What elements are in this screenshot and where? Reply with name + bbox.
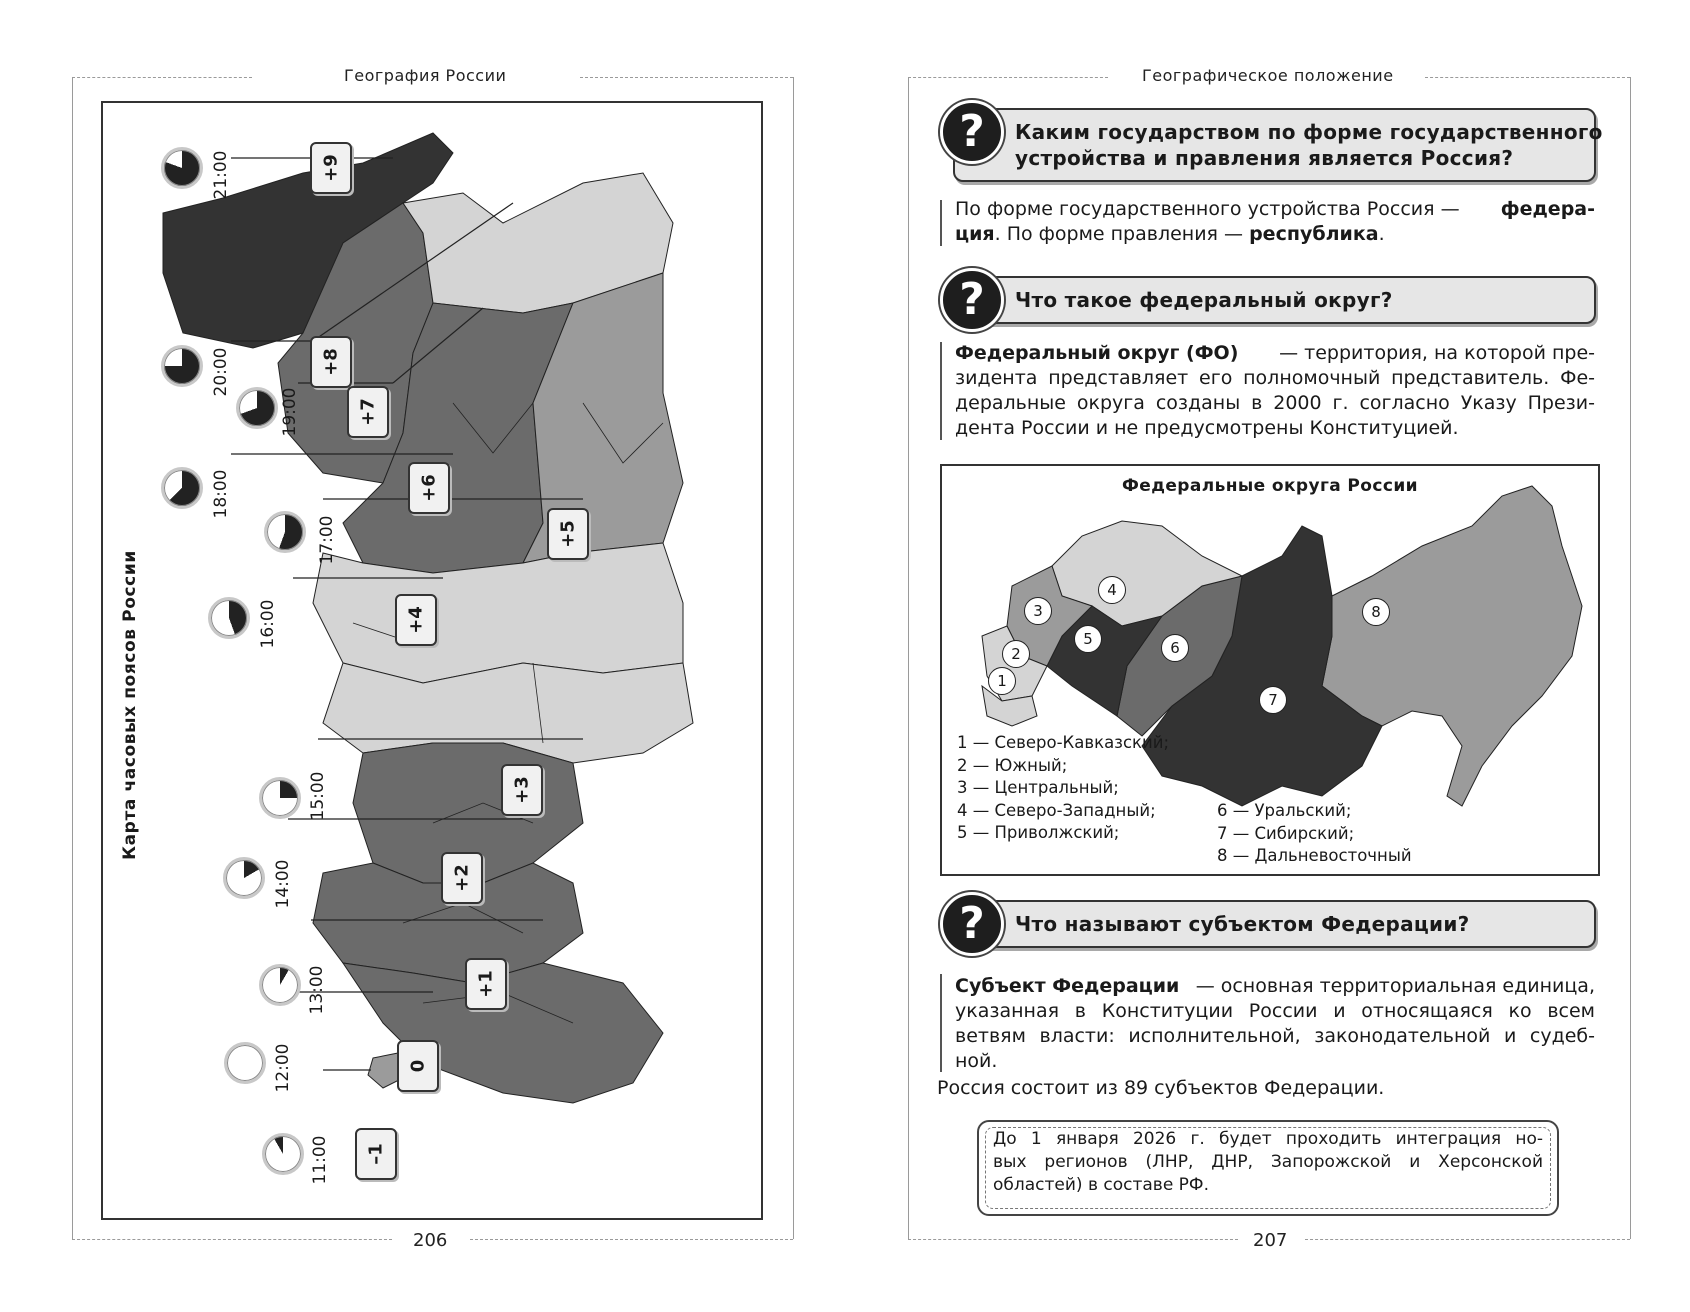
frame-left: [72, 77, 73, 1239]
question-3: Что называют субъектом Федерации?: [1015, 912, 1470, 936]
tz-offset-badge: [547, 508, 589, 560]
bottom-rule-left: [72, 1239, 392, 1240]
tz-time: 12:00: [273, 1043, 293, 1093]
tz-time: 18:00: [211, 469, 231, 519]
tz-offset-label: +4: [405, 606, 427, 634]
tz-offset-label: +9: [320, 154, 342, 182]
fo-marker-3: 3: [1024, 597, 1052, 625]
page-number-right: 207: [1253, 1230, 1288, 1251]
fo-marker-7: 7: [1259, 686, 1287, 714]
tz-time: 19:00: [280, 387, 300, 437]
tz-offset-badge: [441, 852, 483, 904]
answer-3-line3: ветвям власти: исполнительной, законодательной и судеб-: [955, 1025, 1595, 1047]
answer-1-text-3: .: [1378, 223, 1385, 245]
tz-offset-badge: [395, 594, 437, 646]
fo-marker-8: 8: [1362, 598, 1390, 626]
top-rule-left: [908, 77, 1108, 78]
bottom-rule-left: [908, 1239, 1238, 1240]
frame-left: [908, 77, 909, 1239]
fo-marker-2: 2: [1002, 640, 1030, 668]
answer-2: [955, 341, 1595, 441]
tz-offset-label: +5: [557, 520, 579, 548]
answer-2-line1: [955, 341, 1595, 366]
legend-item: 5 — Приволжский;: [957, 823, 1120, 843]
legend-item: 3 — Центральный;: [957, 778, 1119, 798]
note-line2: вых регионов (ЛНР, ДНР, Запорожской и Херсонской: [993, 1152, 1543, 1172]
question-mark-icon: ?: [940, 100, 1004, 164]
running-head: География России: [344, 66, 507, 85]
note-box: [977, 1120, 1559, 1216]
answer-1-line1: [955, 197, 1595, 222]
clock-icon: [262, 1133, 304, 1175]
tz-offset-badge: [310, 142, 352, 194]
tz-offset-badge: [408, 462, 450, 514]
tz-time: 15:00: [308, 771, 328, 821]
bottom-rule-right: [1305, 1239, 1630, 1240]
frame-right: [793, 77, 794, 1239]
frame-right: [1630, 77, 1631, 1239]
tz-offset-label: +1: [475, 970, 497, 998]
note-text: [993, 1128, 1543, 1197]
tz-offset-badge: [397, 1040, 439, 1092]
clock-icon: [208, 597, 250, 639]
answer-3: [955, 974, 1595, 1074]
fo-marker-1: 1: [988, 667, 1016, 695]
fo-marker-4: 4: [1098, 576, 1126, 604]
legend-item: 4 — Северо-Западный;: [957, 800, 1156, 820]
legend-item: 2 — Южный;: [957, 755, 1068, 775]
note-line3: областей) в составе РФ.: [993, 1175, 1209, 1195]
question-2: Что такое федеральный округ?: [1015, 288, 1393, 312]
question-1-line2: устройства и правления является Россия?: [1015, 146, 1514, 170]
answer-3-term: Субъект Федерации: [955, 975, 1180, 997]
answer-1-bar: [940, 200, 942, 246]
answer-1-line2: [955, 222, 1595, 247]
subjects-count: Россия состоит из 89 субъектов Федерации.: [937, 1077, 1385, 1099]
answer-1-text: По форме государственного устройства Россия —: [955, 198, 1466, 220]
tz-offset-badge: [347, 386, 389, 438]
clock-icon: [224, 1042, 266, 1084]
tz-offset-badge: [501, 764, 543, 816]
running-head-right: Географическое положение: [1142, 66, 1394, 85]
bottom-rule-right: [470, 1239, 793, 1240]
answer-3-bar: [940, 974, 942, 1072]
fo-map-title: Федеральные округа России: [1122, 476, 1418, 496]
legend-item: 1 — Северо-Кавказский;: [957, 733, 1170, 752]
clock-icon: [259, 777, 301, 819]
answer-2-line3: деральные округа созданы в 2000 г. согласно Указу Прези-: [955, 392, 1595, 414]
answer-1-bold: федера-: [1500, 198, 1595, 220]
clock-icon: [223, 857, 265, 899]
tz-time: 20:00: [211, 347, 231, 397]
clock-icon: [264, 511, 306, 553]
answer-3-line2: указанная в Конституции России и относящаяся ко всем: [955, 1000, 1595, 1022]
top-rule-right: [580, 77, 793, 78]
fo-legend-right: [1217, 800, 1412, 868]
tz-offset-badge: [465, 958, 507, 1010]
clock-icon: [161, 345, 203, 387]
legend-item: 8 — Дальневосточный: [1217, 846, 1412, 866]
answer-1-bold-3: республика: [1249, 223, 1379, 245]
tz-time: 21:00: [211, 150, 231, 200]
clock-icon: [236, 387, 278, 429]
federal-districts-map: [940, 464, 1600, 876]
answer-3-text: — основная территориальная единица,: [1189, 975, 1595, 997]
answer-3-line4: ной.: [955, 1050, 998, 1072]
answer-2-term: Федеральный округ (ФО): [955, 342, 1239, 364]
tz-offset-label: +8: [320, 348, 342, 376]
question-mark-icon: ?: [940, 268, 1004, 332]
fo-marker-6: 6: [1161, 634, 1189, 662]
answer-2-bar: [940, 342, 942, 440]
question-mark-icon: ?: [940, 892, 1004, 956]
legend-item: 6 — Уральский;: [1217, 801, 1352, 820]
tz-offset-badge: [355, 1128, 397, 1180]
tz-time: 16:00: [258, 599, 278, 649]
answer-1-bold-2: ция: [955, 223, 995, 245]
legend-item: 7 — Сибирский;: [1217, 823, 1355, 843]
answer-3-line1: [955, 974, 1595, 999]
tz-time: 17:00: [317, 515, 337, 565]
clock-icon: [161, 147, 203, 189]
tz-offset-label: +6: [418, 474, 440, 502]
top-rule-right: [1425, 77, 1630, 78]
answer-1-text-2: . По форме правления —: [994, 223, 1250, 245]
tz-offset-label: +3: [511, 776, 533, 804]
tz-offset-label: +7: [357, 398, 379, 426]
tz-offset-label: 0: [407, 1059, 429, 1073]
tz-time: 13:00: [307, 965, 327, 1015]
tz-time: 11:00: [310, 1135, 330, 1185]
page-number: 206: [413, 1230, 448, 1251]
tz-offset-badge: [310, 336, 352, 388]
map-title: Карта часовых поясов России: [120, 550, 140, 860]
top-rule-left: [72, 77, 252, 78]
answer-2-text: — территория, на которой пре-: [1273, 342, 1595, 364]
question-1-line1: Каким государством по форме государственного: [1015, 120, 1603, 144]
answer-2-line4: дента России и не предусмотрены Конституцией.: [955, 417, 1459, 439]
question-1: [1015, 119, 1603, 171]
tz-offset-label: –1: [365, 1143, 387, 1165]
clock-icon: [259, 964, 301, 1006]
tz-offset-label: +2: [451, 864, 473, 892]
note-line1: До 1 января 2026 г. будет проходить интеграция но-: [993, 1129, 1543, 1149]
answer-1: [955, 197, 1595, 247]
answer-2-line2: зидента представляет его полномочный представитель. Фе-: [955, 367, 1595, 389]
fo-legend-left: [957, 732, 1169, 845]
fo-marker-5: 5: [1074, 625, 1102, 653]
clock-icon: [161, 467, 203, 509]
tz-time: 14:00: [273, 859, 293, 909]
